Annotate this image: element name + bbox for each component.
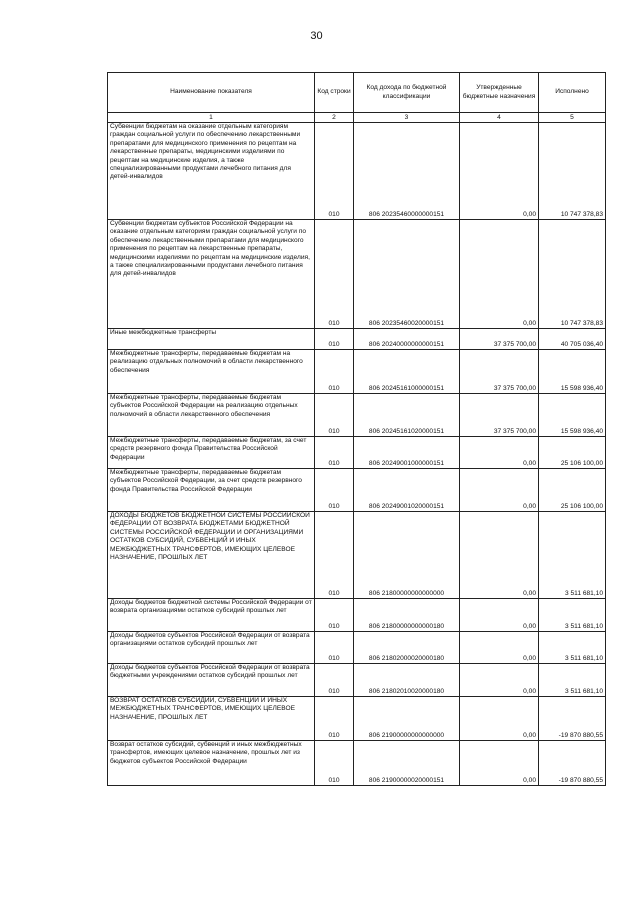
row-code: 010 <box>315 512 354 599</box>
row-approved: 0,00 <box>460 599 539 632</box>
row-approved: 0,00 <box>460 437 539 469</box>
row-name: Межбюджетные трансферты, передаваемые бюджетам, за счет средств резервного фонда Правительства Российской Федерации <box>108 437 315 469</box>
row-executed: -19 870 880,55 <box>539 697 606 741</box>
header-row <box>108 73 606 113</box>
row-approved: 0,00 <box>460 469 539 512</box>
row-code: 010 <box>315 123 354 220</box>
row-name: ВОЗВРАТ ОСТАТКОВ СУБСИДИЙ, СУБВЕНЦИЙ И ИНЫХ МЕЖБЮДЖЕТНЫХ ТРАНСФЕРТОВ, ИМЕЮЩИХ ЦЕЛЕВОЕ НАЗНАЧЕНИЕ, ПРОШЛЫХ ЛЕТ <box>108 697 315 741</box>
row-code: 010 <box>315 220 354 329</box>
row-kbk: 806 20235460020000151 <box>354 220 460 329</box>
row-executed: 3 511 681,10 <box>539 512 606 599</box>
table-row <box>108 220 606 329</box>
row-executed: 15 598 936,40 <box>539 394 606 437</box>
row-approved: 37 375 700,00 <box>460 350 539 394</box>
row-kbk: 806 20235460000000151 <box>354 123 460 220</box>
row-name: Межбюджетные трансферты, передаваемые бюджетам на реализацию отдельных полномочий в области лекарственного обеспечения <box>108 350 315 394</box>
row-kbk: 806 20249001020000151 <box>354 469 460 512</box>
column-number: 5 <box>539 113 606 123</box>
row-code: 010 <box>315 350 354 394</box>
row-name: Межбюджетные трансферты, передаваемые бюджетам субъектов Российской Федерации на реализацию отдельных полномочий в области лекарственного обеспечения <box>108 394 315 437</box>
row-name: Доходы бюджетов субъектов Российской Федерации от возврата бюджетными учреждениями остатков субсидий прошлых лет <box>108 664 315 697</box>
table-row <box>108 632 606 664</box>
row-name: Доходы бюджетов бюджетной системы Российской Федерации от возврата организациями остатков субсидий прошлых лет <box>108 599 315 632</box>
row-executed: 10 747 378,83 <box>539 123 606 220</box>
table-row <box>108 394 606 437</box>
row-executed: 15 598 936,40 <box>539 350 606 394</box>
row-code: 010 <box>315 664 354 697</box>
row-kbk: 806 20245161020000151 <box>354 394 460 437</box>
row-name: ДОХОДЫ БЮДЖЕТОВ БЮДЖЕТНОЙ СИСТЕМЫ РОССИЙСКОЙ ФЕДЕРАЦИИ ОТ ВОЗВРАТА БЮДЖЕТАМИ БЮДЖЕТНОЙ СИСТЕМЫ РОССИЙСКОЙ ФЕДЕРАЦИИ И ОРГАНИЗАЦИЯМИ ОСТАТКОВ СУБСИДИЙ, СУБВЕНЦИЙ И ИНЫХ МЕЖБЮДЖЕТНЫХ ТРАНСФЕРТОВ, ИМЕЮЩИХ ЦЕЛЕВОЕ НАЗНАЧЕНИЕ, ПРОШЛЫХ ЛЕТ <box>108 512 315 599</box>
table-row <box>108 437 606 469</box>
row-approved: 37 375 700,00 <box>460 329 539 350</box>
header-code: Код строки <box>315 73 354 113</box>
column-number: 2 <box>315 113 354 123</box>
row-code: 010 <box>315 741 354 786</box>
row-executed: 3 511 681,10 <box>539 664 606 697</box>
page-number: 30 <box>310 30 323 42</box>
row-name: Субвенции бюджетам на оказание отдельным категориям граждан социальной услуги по обеспечению лекарственными препаратами для медицинского применения по рецептам на лекарственные препараты, медицинскими изделиями по рецептам на медицинские изделия, а также специализированными продуктами лечебного питания для детей-инвалидов <box>108 123 315 220</box>
row-approved: 37 375 700,00 <box>460 394 539 437</box>
row-code: 010 <box>315 437 354 469</box>
row-executed: 25 106 100,00 <box>539 469 606 512</box>
header-approved: Утвержденные бюджетные назначения <box>460 73 539 113</box>
table-row <box>108 664 606 697</box>
row-executed: 3 511 681,10 <box>539 599 606 632</box>
row-approved: 0,00 <box>460 512 539 599</box>
revenue-table <box>107 72 606 786</box>
row-kbk: 806 21802000020000180 <box>354 632 460 664</box>
row-kbk: 806 21802010020000180 <box>354 664 460 697</box>
table-row <box>108 697 606 741</box>
row-approved: 0,00 <box>460 741 539 786</box>
row-kbk: 806 20249001000000151 <box>354 437 460 469</box>
table-row <box>108 123 606 220</box>
row-executed: 25 106 100,00 <box>539 437 606 469</box>
table-row <box>108 512 606 599</box>
row-kbk: 806 21900000000000000 <box>354 697 460 741</box>
row-name: Иные межбюджетные трансферты <box>108 329 315 350</box>
row-kbk: 806 20245161000000151 <box>354 350 460 394</box>
row-name: Межбюджетные трансферты, передаваемые бюджетам субъектов Российской Федерации, за счет средств резервного фонда Правительства Российской Федерации <box>108 469 315 512</box>
row-code: 010 <box>315 329 354 350</box>
header-kbk: Код дохода по бюджетной классификации <box>354 73 460 113</box>
row-approved: 0,00 <box>460 697 539 741</box>
row-code: 010 <box>315 469 354 512</box>
column-number-row <box>108 113 606 123</box>
header-name: Наименование показателя <box>108 73 315 113</box>
row-executed: 40 705 036,40 <box>539 329 606 350</box>
row-approved: 0,00 <box>460 632 539 664</box>
row-name: Доходы бюджетов субъектов Российской Федерации от возврата организациями остатков субсидий прошлых лет <box>108 632 315 664</box>
table-row <box>108 599 606 632</box>
table-row <box>108 741 606 786</box>
column-number: 3 <box>354 113 460 123</box>
header-executed: Исполнено <box>539 73 606 113</box>
row-code: 010 <box>315 697 354 741</box>
row-kbk: 806 20240000000000151 <box>354 329 460 350</box>
table-row <box>108 350 606 394</box>
row-code: 010 <box>315 599 354 632</box>
row-name: Субвенции бюджетам субъектов Российской Федерации на оказание отдельным категориям граждан социальной услуги по обеспечению лекарственными препаратами для медицинского применения по рецептам на лекарственные препараты, медицинскими изделиями по рецептам на медицинские изделия, а также специализированными продуктами лечебного питания для детей-инвалидов <box>108 220 315 329</box>
row-code: 010 <box>315 632 354 664</box>
column-number: 4 <box>460 113 539 123</box>
row-approved: 0,00 <box>460 220 539 329</box>
table-row <box>108 469 606 512</box>
row-executed: 3 511 681,10 <box>539 632 606 664</box>
row-executed: -19 870 880,55 <box>539 741 606 786</box>
row-code: 010 <box>315 394 354 437</box>
row-kbk: 806 21800000000000000 <box>354 512 460 599</box>
column-number: 1 <box>108 113 315 123</box>
row-kbk: 806 21800000000000180 <box>354 599 460 632</box>
row-name: Возврат остатков субсидий, субвенций и иных межбюджетных трансфертов, имеющих целевое назначение, прошлых лет из бюджетов субъектов Российской Федерации <box>108 741 315 786</box>
row-approved: 0,00 <box>460 123 539 220</box>
row-executed: 10 747 378,83 <box>539 220 606 329</box>
row-kbk: 806 21900000020000151 <box>354 741 460 786</box>
table-row <box>108 329 606 350</box>
row-approved: 0,00 <box>460 664 539 697</box>
